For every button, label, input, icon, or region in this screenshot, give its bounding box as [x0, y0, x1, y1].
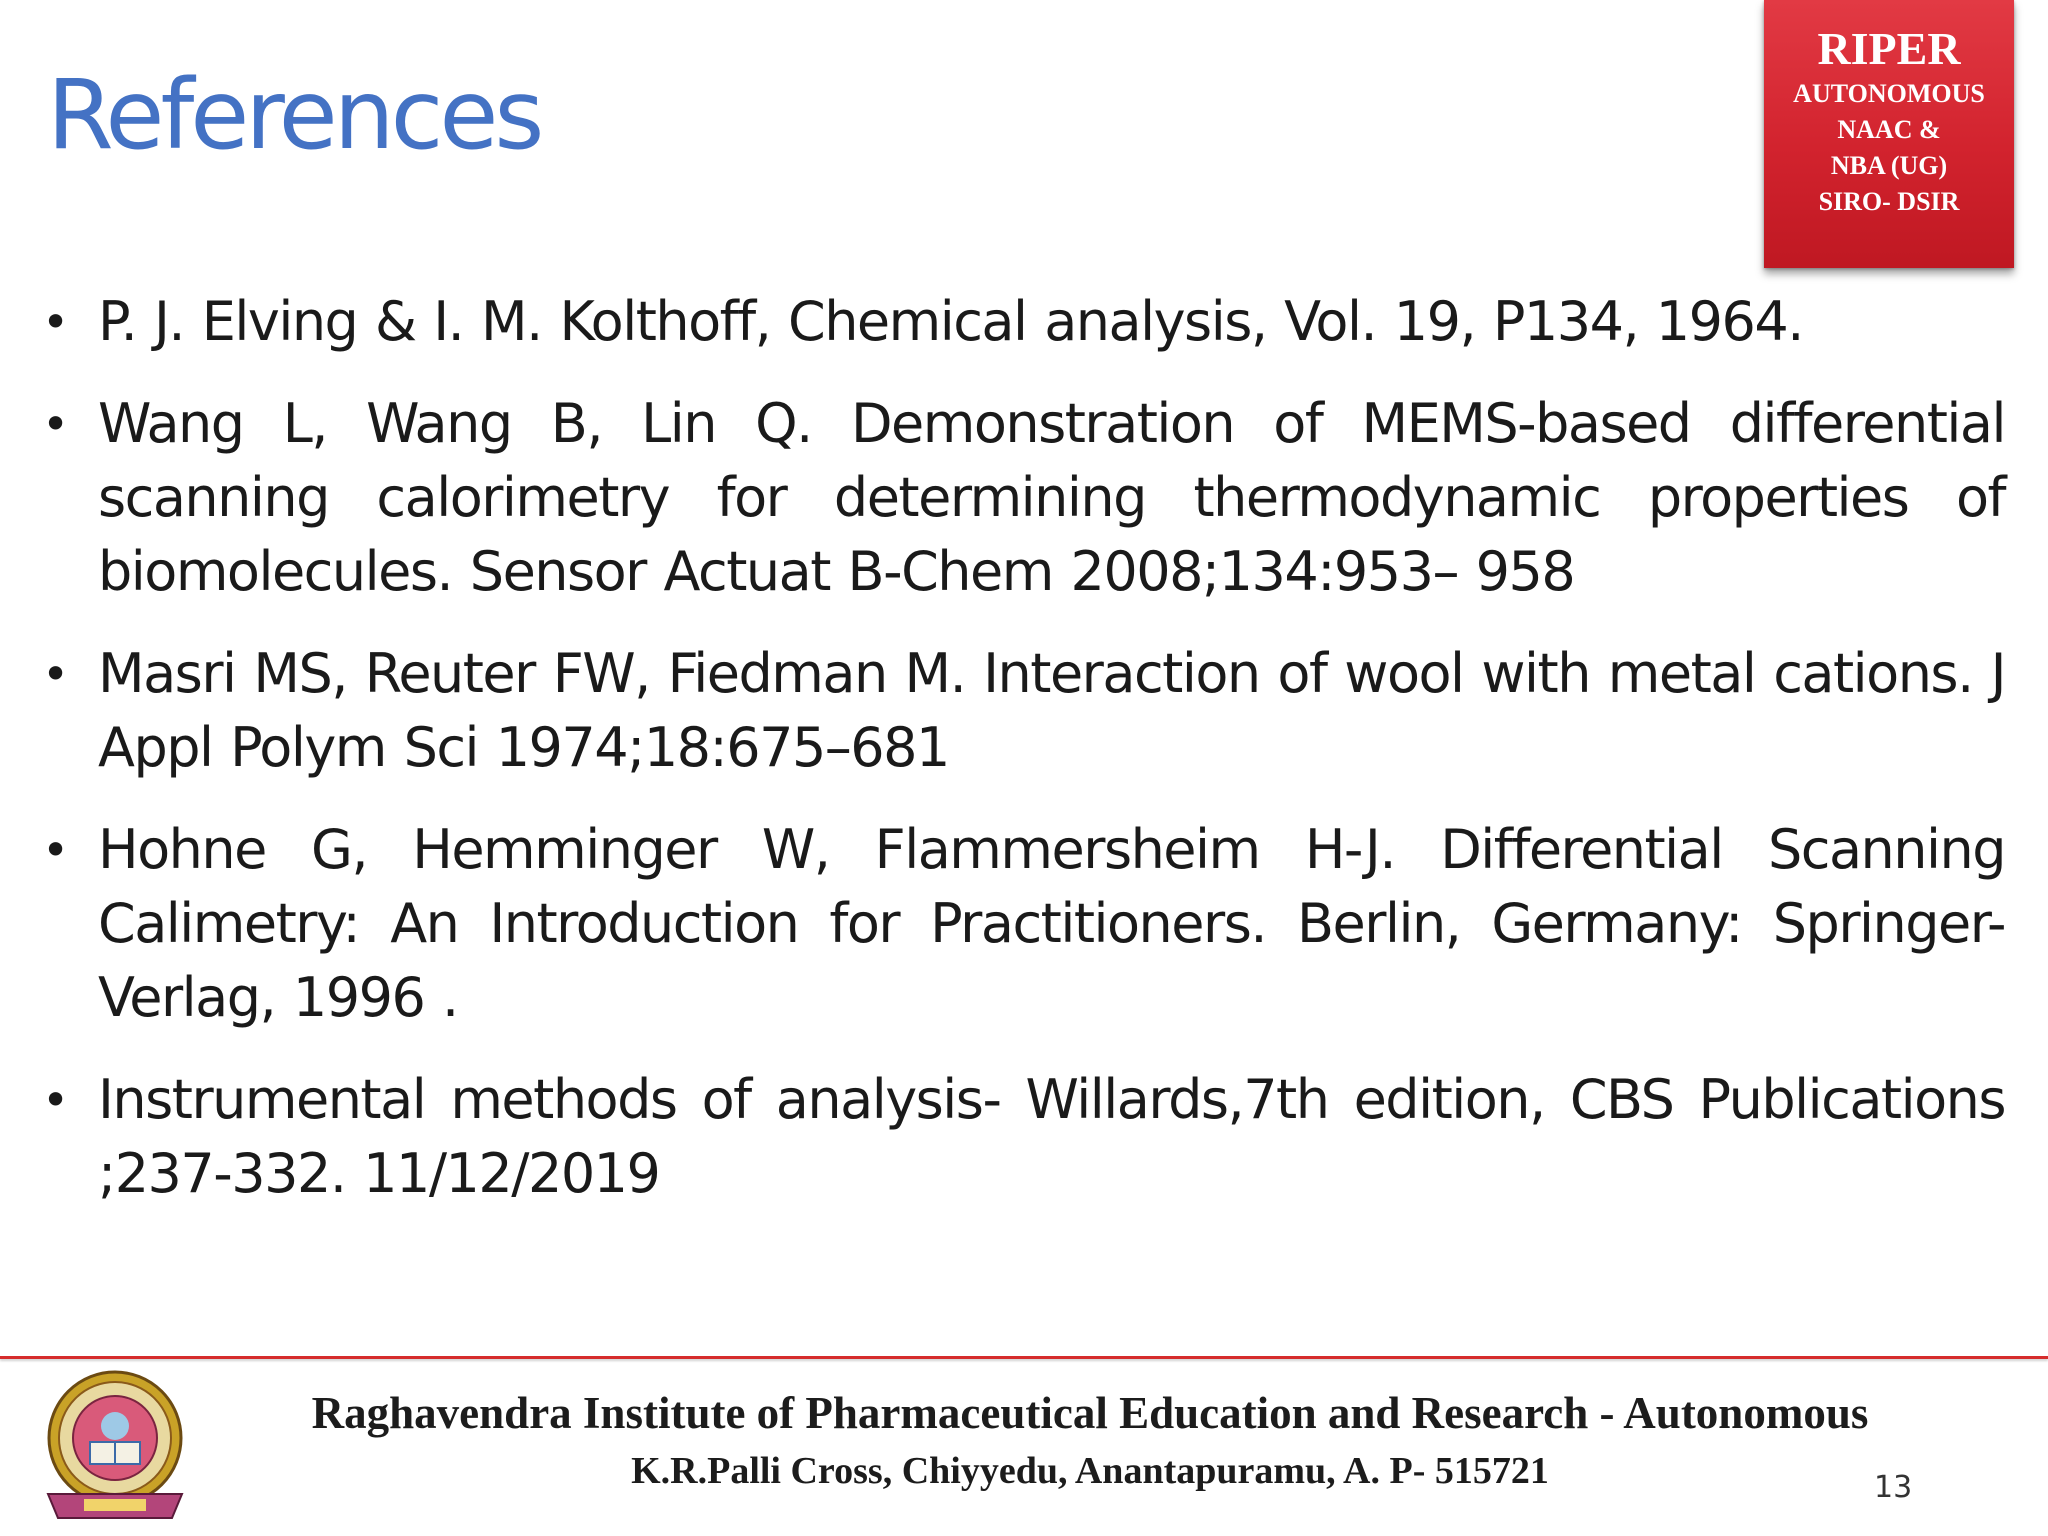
page-number: 13: [1874, 1470, 1913, 1505]
reference-item: [40, 637, 2005, 785]
reference-text: Masri MS, Reuter FW, Fiedman M. Interaction of wool with metal cations. J Appl Polym Sci 1974;18:675–681: [98, 642, 2005, 779]
reference-list: [40, 285, 2005, 1239]
reference-item: [40, 1063, 2005, 1211]
bullet-icon: •: [42, 397, 68, 451]
reference-item: [40, 813, 2005, 1035]
reference-text: Wang L, Wang B, Lin Q. Demonstration of MEMS-based differential scanning calorimetry for determining thermodynamic properties of biomolecules. Sensor Actuat B-Chem 2008;134:953– 958: [98, 392, 2005, 603]
bullet-icon: •: [42, 647, 68, 701]
reference-text: Hohne G, Hemminger W, Flammersheim H-J. Differential Scanning Calimetry: An Introduction for Practitioners. Berlin, Germany: Springer-Verlag, 1996 .: [98, 818, 2005, 1029]
bullet-icon: •: [42, 295, 68, 349]
footer-divider: [0, 1356, 2048, 1359]
reference-item: [40, 387, 2005, 609]
slide-title: References: [47, 59, 541, 171]
institute-seal-icon: [40, 1366, 190, 1526]
reference-text: Instrumental methods of analysis- Willards,7th edition, CBS Publications ;237-332. 11/12/2019: [98, 1068, 2005, 1205]
badge-line-autonomous: AUTONOMOUS: [1793, 79, 1985, 108]
reference-item: [40, 285, 2005, 359]
reference-text: P. J. Elving & I. M. Kolthoff, Chemical analysis, Vol. 19, P134, 1964.: [98, 290, 1803, 353]
badge-line-naac: NAAC &: [1837, 115, 1941, 144]
badge-line-nba: NBA (UG): [1830, 151, 1948, 180]
bullet-icon: •: [42, 1073, 68, 1127]
badge-title: RIPER: [1817, 23, 1961, 74]
riper-accreditation-badge: [1764, 0, 2014, 268]
badge-line-siro: SIRO- DSIR: [1818, 187, 1960, 216]
footer-institute-name: Raghavendra Institute of Pharmaceutical Education and Research - Autonomous: [311, 1388, 1869, 1438]
bullet-icon: •: [42, 823, 68, 877]
footer-address: K.R.Palli Cross, Chiyyedu, Anantapuramu, A. P- 515721: [631, 1450, 1549, 1492]
